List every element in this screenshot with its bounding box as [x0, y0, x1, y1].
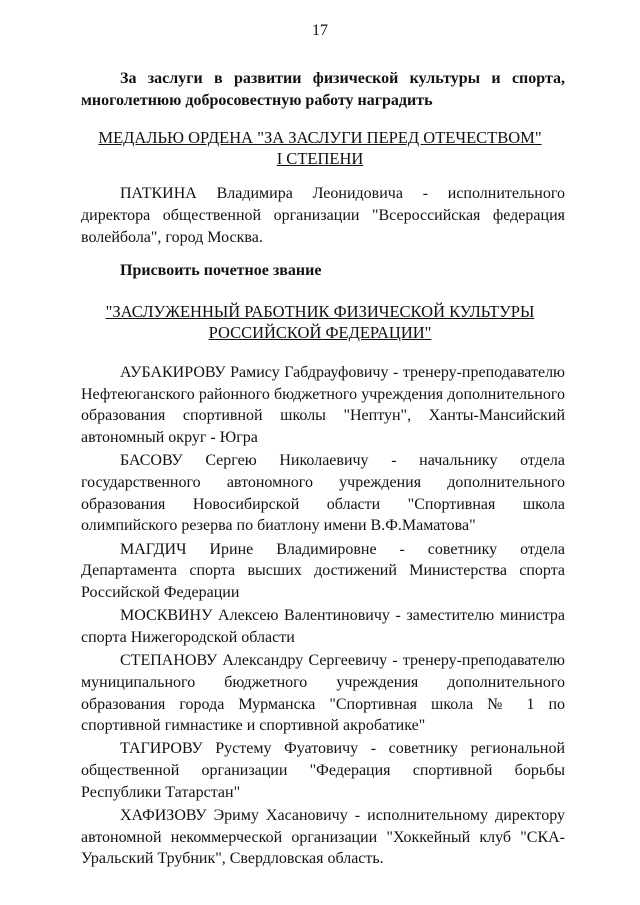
awardee-item: МАГДИЧ Ирине Владимировне - советнику отдела Департамента спорта высших достижений Министерства спорта Российской Федерации [81, 540, 565, 602]
award-title-honored-worker [75, 301, 565, 343]
award-title-line: РОССИЙСКОЙ ФЕДЕРАЦИИ" [208, 323, 432, 342]
award-title-line: I СТЕПЕНИ [276, 149, 364, 168]
awardee-item: ТАГИРОВУ Рустему Фуатовичу - советнику региональной общественной организации "Федерация спортивной борьбы Республики Татарстан" [81, 740, 565, 801]
awardee-list [81, 362, 565, 872]
awardee-item: АУБАКИРОВУ Рамису Габдрауфовичу - тренеру-преподавателю Нефтеюганского районного бюджетного учреждения дополнительного образования спортивной школы "Нептун", Ханты-Мансийский автономный округ - Югра [81, 364, 565, 447]
page-number: 17 [312, 22, 328, 39]
awardee-item: ХАФИЗОВУ Эриму Хасановичу - исполнительному директору автономной некоммерческой организации "Хоккейный клуб "СКА-Уральский Трубник", Свердловская область. [81, 807, 565, 868]
medal-recipient-paragraph: ПАТКИНА Владимира Леонидовича - исполнительного директора общественной организации "Всероссийская федерация волейбола", город Москва. [81, 185, 565, 246]
intro-paragraph: За заслуги в развитии физической культуры и спорта, многолетнюю добросовестную работу наградить [81, 70, 565, 109]
awardee-item: БАСОВУ Сергею Николаевичу - начальнику отдела государственного автономного учреждения дополнительного образования Новосибирской области "Спортивная школа олимпийского резерва по биатлону имени В.Ф.Маматова" [81, 452, 565, 535]
award-title-line: "ЗАСЛУЖЕННЫЙ РАБОТНИК ФИЗИЧЕСКОЙ КУЛЬТУРЫ [105, 302, 535, 321]
honor-label: Присвоить почетное звание [120, 262, 322, 279]
awardee-item: МОСКВИНУ Алексею Валентиновичу - заместителю министра спорта Нижегородской области [81, 607, 565, 646]
award-title-medal [75, 127, 565, 169]
award-title-line: МЕДАЛЬЮ ОРДЕНА "ЗА ЗАСЛУГИ ПЕРЕД ОТЕЧЕСТВОМ" [98, 128, 542, 147]
awardee-item: СТЕПАНОВУ Александру Сергеевичу - тренеру-преподавателю муниципального бюджетного учреждения дополнительного образования города Мурманска "Спортивная школа № 1 по спортивной гимнастике и спортивной акробатике" [81, 652, 565, 735]
